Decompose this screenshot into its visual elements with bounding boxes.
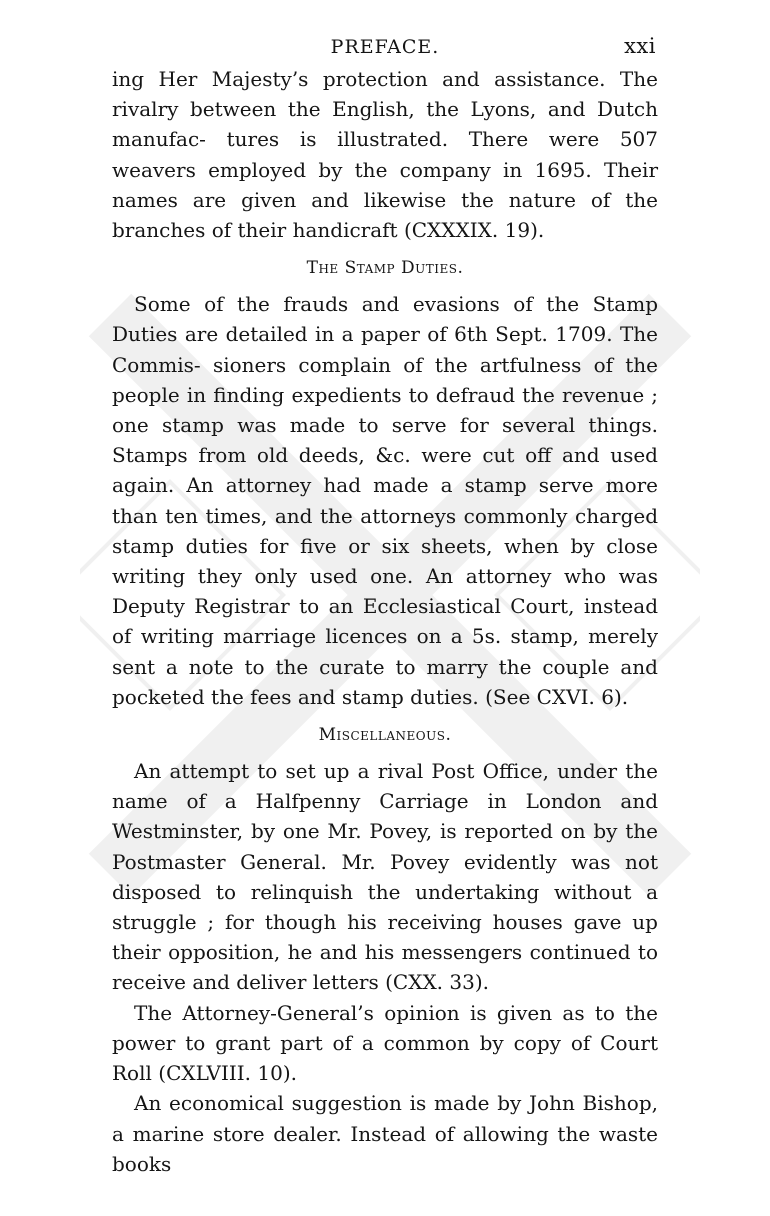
text-line: marine store dealer. Instead of allowing the waste books [112,1121,659,1176]
text-line: An economical suggestion is made by John Bishop, a [112,1091,658,1146]
text-line: writing marriage licences on a 5s. stamp, merely sent a [112,624,659,679]
text-line: one Mr. Povey, is reported on by the Postmaster General. [112,819,658,874]
running-title: PREFACE. [330,36,440,58]
text-line: An attempt to set up a rival Post Office, under the name [112,759,658,814]
text-line: are detailed in a paper of 6th Sept. 1709. The Commis- [112,322,659,377]
text-line: sioners complain of the artfulness of the people in finding [112,352,658,407]
section-heading-stamp-duties: The Stamp Duties. [306,258,464,279]
text-line: close writing they only used one. An attorney who was [112,533,658,589]
text-line: power to grant part of a common by copy of Court Roll [112,1030,658,1086]
paragraph-intro [112,64,658,245]
text-line: charged stamp duties for five or six sheets, when by [112,503,659,558]
page-body [112,30,658,1179]
text-line: Mr. Povey evidently was not disposed to relinquish the [112,849,658,904]
text-line: houses gave up their opposition, he and his messengers [112,910,658,965]
text-line: undertaking without a struggle ; for though his receiving [112,879,658,935]
text-line: (CXLVIII. 10). [158,1061,297,1086]
paragraph-stamp-duties [112,289,658,712]
text-line: of a Halfpenny Carriage in London and Westminster, by [112,789,659,844]
running-head [112,30,658,64]
text-line: by the company in 1695. Their names are given and [112,157,659,212]
text-line: serve for several things. Stamps from old deeds, &c. were [112,413,659,468]
text-line: ing Her Majesty’s protection and assistance. The rivalry [112,67,658,122]
page-number: xxi [624,34,656,58]
text-line: likewise the nature of the branches of their handicraft [112,187,658,243]
text-line: tures is illustrated. There were 507 weavers employed [112,127,658,182]
text-line: cut off and used again. An attorney had made a stamp [112,443,658,498]
text-line: Some of the frauds and evasions of the Stamp Duties [112,292,658,347]
paragraph-attorney-general [112,998,658,1089]
text-line: note to the curate to marry the couple and pocketed [112,654,658,709]
text-line: Deputy Registrar to an Ecclesiastical Court, instead of [112,594,658,649]
paragraph-economical-suggestion [112,1088,658,1179]
text-line: continued to receive and deliver letters (CXX. 33). [112,940,658,995]
text-line: expedients to defraud the revenue ; one stamp was made to [112,382,659,438]
section-heading-miscellaneous: Miscellaneous. [318,725,452,746]
paragraph-post-office [112,756,658,998]
text-line: serve more than ten times, and the attorneys commonly [112,473,659,528]
text-line: The Attorney-General’s opinion is given as to the [134,1000,658,1025]
text-line: between the English, the Lyons, and Dutch manufac- [112,97,658,152]
text-line: (CXXXIX. 19). [403,218,545,243]
text-line: the fees and stamp duties. (See CXVI. 6). [211,684,629,709]
